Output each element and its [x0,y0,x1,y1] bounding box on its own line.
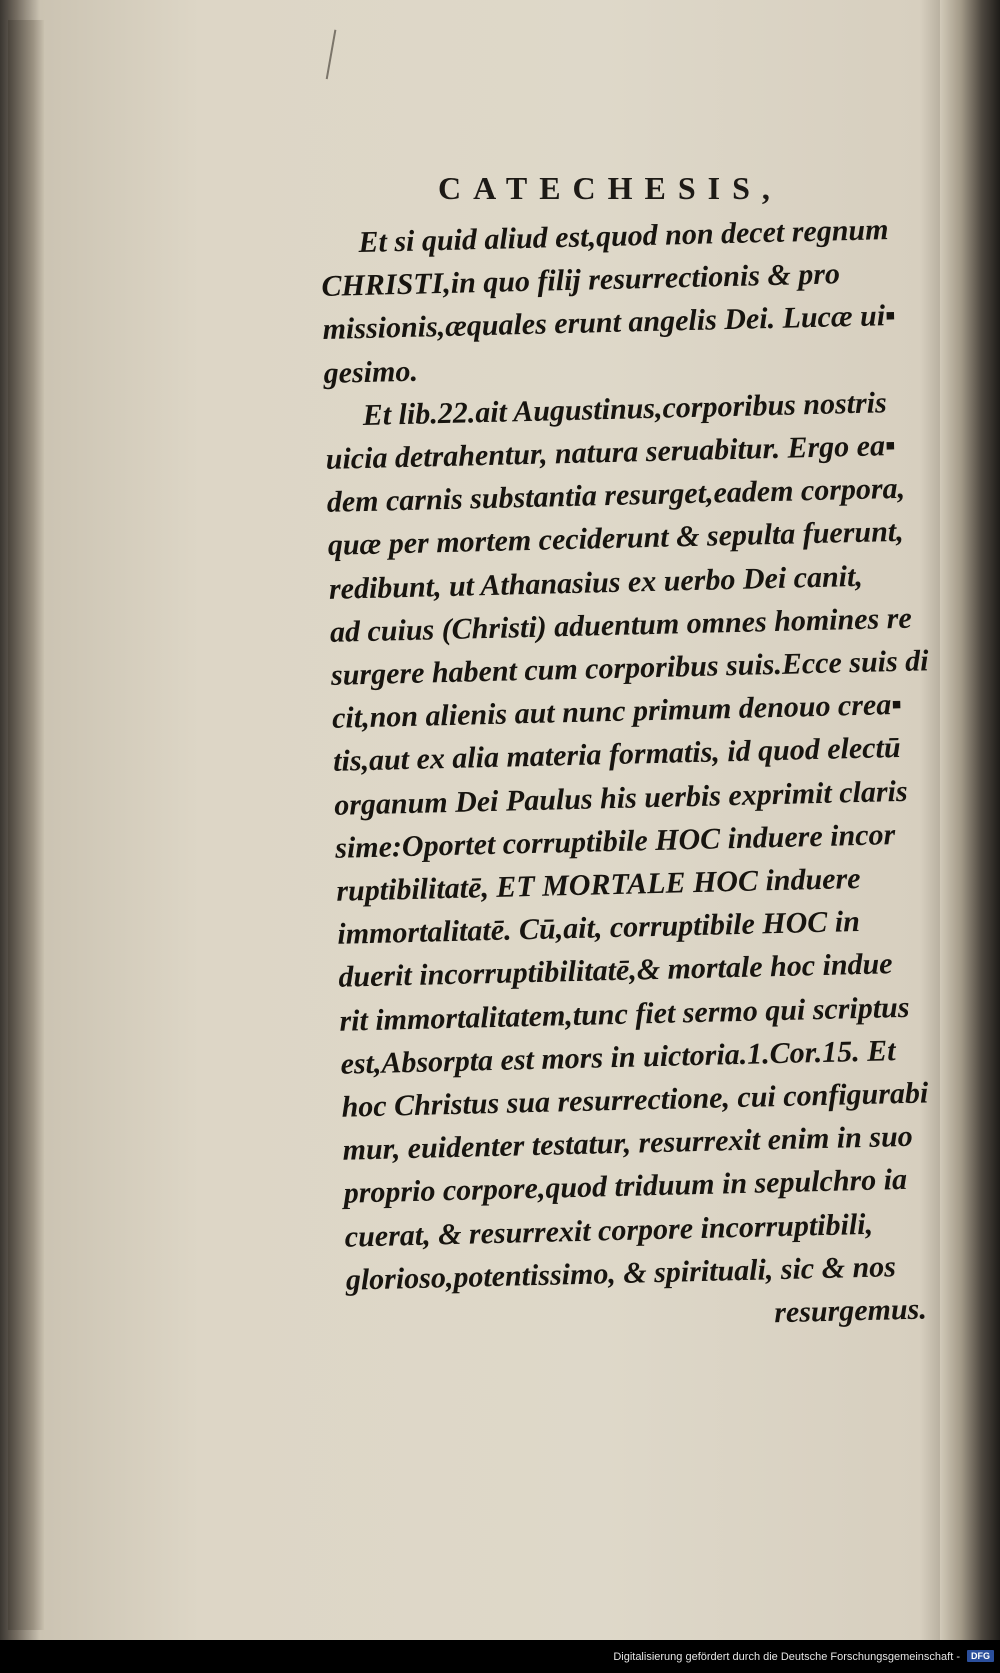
text-line: surgere habent cum corporibus suis.Ecce suis di [330,644,929,692]
text-line: cit,non alienis aut nunc primum denouo crea▪ [331,688,903,736]
text-line: ad cuius (Christi) aduentum omnes homines re [329,601,913,649]
text-line: quæ per mortem ceciderunt & sepulta fuerunt, [327,515,905,563]
text-line: tis,aut ex alia materia formatis, id quod electū [332,731,901,779]
text-line: proprio corpore,quod triduum in sepulchro ia [343,1163,908,1211]
body-text [320,207,957,1345]
text-line: glorioso,potentissimo, & spirituali, sic & nos [345,1250,897,1297]
text-line: redibunt, ut Athanasius ex uerbo Dei canit, [328,559,864,606]
text-line: est,Absorpta est mors in uictoria.1.Cor.15. Et [340,1034,896,1081]
page-spine-shadow [8,20,44,1630]
text-line: missionis,æquales erunt angelis Dei. Lucæ ui▪ [322,299,897,347]
text-line: uicia detrahentur, natura seruabitur. Ergo ea▪ [325,429,897,476]
text-line: mur, euidenter testatur, resurrexit enim in suo [342,1120,914,1167]
footer-credit: Digitalisierung gefördert durch die Deutsche Forschungsgemeinschaft - [613,1651,960,1663]
text-line: organum Dei Paulus his uerbis exprimit claris [333,774,908,822]
text-line: Et si quid aliud est,quod non decet regnum [358,213,889,260]
text-line: immortalitatē. Cū,ait, corruptibile HOC in [337,905,861,952]
dfg-logo: DFG [967,1650,994,1662]
text-line: gesimo. [323,354,419,390]
text-line: hoc Christus sua resurrectione, cui configurabi [341,1076,929,1124]
text-line: resurgemus. [773,1292,928,1330]
page-edge-shadow [940,0,1000,1640]
text-line: Et lib.22.ait Augustinus,corporibus nostris [362,386,888,432]
text-line: CHRISTI,in quo filij resurrectionis & pro [321,257,841,304]
text-line: rit immortalitatem,tunc fiet sermo qui scriptus [339,990,910,1038]
text-line: ruptibilitatē, ET MORTALE HOC induere [335,862,861,908]
text-line: sime:Oportet corruptibile HOC induere incor [334,817,896,865]
text-line: dem carnis substantia resurget,eadem corpora, [326,472,906,520]
text-line: duerit incorruptibilitatē,& mortale hoc indue [338,947,893,995]
running-head: CATECHESIS, [438,170,782,206]
text-line: cuerat, & resurrexit corpore incorruptibili, [344,1207,874,1254]
ink-mark [326,30,343,81]
